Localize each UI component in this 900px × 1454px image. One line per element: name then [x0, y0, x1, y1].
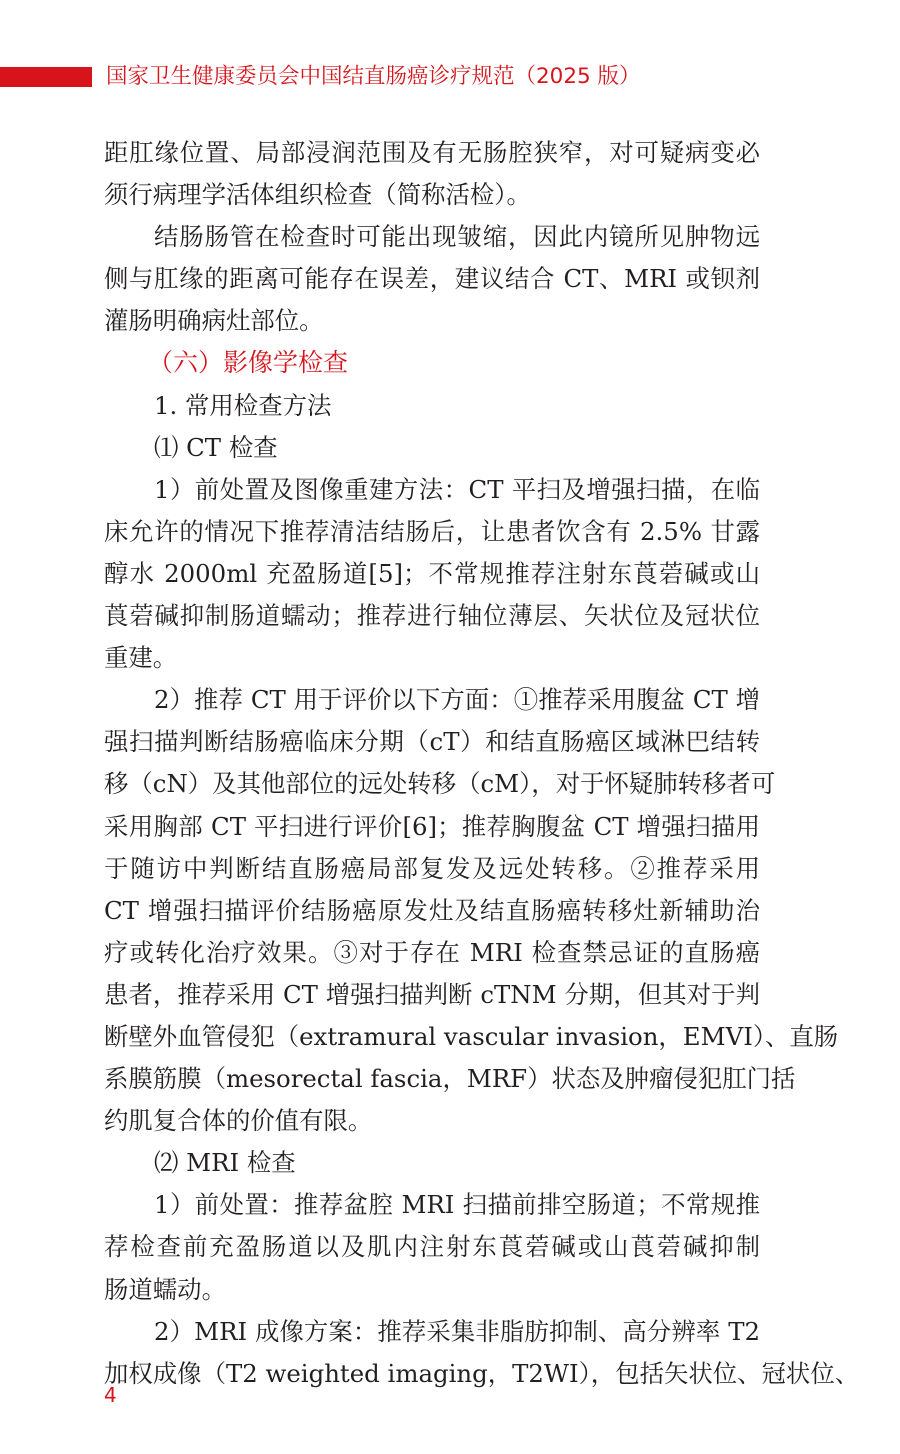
page-number: 4 — [104, 1383, 117, 1407]
text-line: 于随访中判断结直肠癌局部复发及远处转移。②推荐采用 — [104, 853, 760, 883]
text-line: 莨菪碱抑制肠道蠕动；推荐进行轴位薄层、矢状位及冠状位 — [104, 601, 760, 631]
section-heading: （六）影像学检查 — [148, 348, 349, 378]
text-line: 移（cN）及其他部位的远处转移（cM），对于怀疑肺转移者可 — [104, 769, 776, 799]
text-line: 1）前处置及图像重建方法：CT 平扫及增强扫描，在临 — [154, 474, 760, 504]
text-line: 灌肠明确病灶部位。 — [104, 306, 324, 336]
body-text — [104, 132, 860, 1395]
text-line: 醇水 2000ml 充盈肠道[5]；不常规推荐注射东莨菪碱或山 — [104, 558, 760, 588]
text-line: 床允许的情况下推荐清洁结肠后，让患者饮含有 2.5% 甘露 — [104, 516, 760, 546]
text-line: 断壁外血管侵犯（extramural vascular invasion，EMVI）、直肠 — [104, 1021, 839, 1051]
text-line: 约肌复合体的价值有限。 — [104, 1106, 373, 1136]
text-line: 2）推荐 CT 用于评价以下方面：①推荐采用腹盆 CT 增 — [154, 685, 760, 715]
text-line: 肠道蠕动。 — [104, 1274, 226, 1304]
text-line: 须行病理学活体组织检查（简称活检）。 — [104, 180, 531, 210]
text-line: 疗或转化治疗效果。③对于存在 MRI 检查禁忌证的直肠癌 — [104, 937, 760, 967]
text-line: 2）MRI 成像方案：推荐采集非脂肪抑制、高分辨率 T2 — [154, 1316, 760, 1346]
running-header-title: 国家卫生健康委员会中国结直肠癌诊疗规范（2025 版） — [106, 64, 641, 89]
text-line: 强扫描判断结肠癌临床分期（cT）和结直肠癌区域淋巴结转 — [104, 727, 760, 757]
text-line: 结肠肠管在检查时可能出现皱缩，因此内镜所见肿物远 — [154, 222, 760, 252]
text-line: 重建。 — [104, 643, 178, 673]
text-line: 1）前处置：推荐盆腔 MRI 扫描前排空肠道；不常规推 — [154, 1190, 760, 1220]
text-line: 采用胸部 CT 平扫进行评价[6]；推荐胸腹盆 CT 增强扫描用 — [104, 811, 760, 841]
text-line: 侧与肛缘的距离可能存在误差，建议结合 CT、MRI 或钡剂 — [104, 264, 760, 294]
text-line: CT 增强扫描评价结肠癌原发灶及结直肠癌转移灶新辅助治 — [104, 895, 760, 925]
text-line: ⑴ CT 检查 — [154, 432, 278, 462]
text-line: 距肛缘位置、局部浸润范围及有无肠腔狭窄，对可疑病变必 — [104, 138, 760, 167]
text-line: 患者，推荐采用 CT 增强扫描判断 cTNM 分期，但其对于判 — [104, 979, 760, 1009]
header-accent-bar — [0, 67, 92, 87]
text-line: 1. 常用检查方法 — [154, 390, 332, 420]
text-line: 加权成像（T2 weighted imaging，T2WI），包括矢状位、冠状位、 — [104, 1358, 860, 1388]
text-line: 系膜筋膜（mesorectal fascia，MRF）状态及肿瘤侵犯肛门括 — [104, 1064, 796, 1094]
text-line: ⑵ MRI 检查 — [154, 1148, 296, 1178]
text-line: 荐检查前充盈肠道以及肌内注射东莨菪碱或山莨菪碱抑制 — [104, 1232, 760, 1262]
